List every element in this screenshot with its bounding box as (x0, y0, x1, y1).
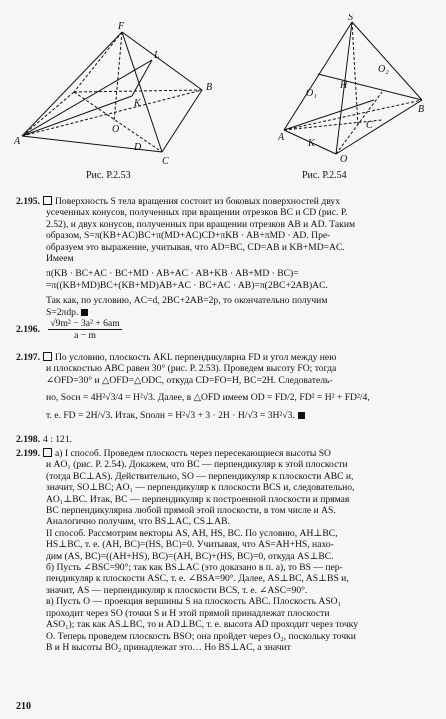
text-line: По условию, плоскость AKL перпендикулярна FD и угол между нею (55, 352, 337, 363)
problem-number: 2.196. (16, 324, 40, 336)
figure-caption-2: Рис. Р.2.54 (302, 170, 347, 181)
label-B2: B (418, 104, 425, 115)
text-line: Аналогично получим, что BS⊥AC, CS⊥AB. (46, 516, 230, 528)
text-line: б) Пусть ∠BSC=90°; так как BS⊥AC (это доказано в п. а), то BS — пер- (46, 562, 343, 574)
pyramid-diagram-1 (14, 18, 226, 166)
problem-number: 2.198. (16, 434, 40, 445)
problem-2-199 (16, 448, 428, 653)
text-line: ∠OFD=30° и △OFD=△ODC, откуда CD=FO=H, BC=2H. Следователь- (46, 374, 333, 386)
text-line: BC перпендикулярна любой прямой этой плоскости, в том числе и AS. (46, 505, 336, 517)
text-line: усеченных конусов, полученных при вращении отрезков BC и CD (рис. Р. (46, 207, 348, 219)
label-F: F (118, 21, 125, 32)
text-line: O. Теперь проведем плоскость BSO; она пройдет через O₂, поскольку точки (46, 630, 356, 642)
formula-line: π(KB · BC+AC · BC+MD · AB+AC · AB+KB · AB+MD · BC)= (46, 268, 299, 280)
text-line: Имеем (46, 253, 74, 265)
text-line: образуем это выражение, учитывая, что AD=BC, CD=AB и KB+MD=AC. (46, 241, 345, 253)
answer-text: 4 : 121. (43, 434, 73, 445)
label-A: A (14, 136, 21, 147)
text-line: пендикуляр к плоскости ASC, т. е. ∠BSA=90°. Далее, AS⊥BC, AS⊥BS и, (46, 573, 349, 585)
solution-start-icon (43, 352, 52, 361)
text-line: Так как, по условию, AC=d, 2BC+2AB=2p, то окончательно получим (46, 295, 328, 307)
formula-line: но, Sосн = 4H²√3/4 = H²√3. Далее, в △OFD имеем OD = FD/2, FD² = H² + FD²/4, (46, 392, 370, 404)
problem-2-197 (16, 352, 428, 421)
label-O: O (340, 154, 348, 164)
problem-number: 2.199. (16, 448, 40, 459)
text-line: проходит через SO (точки S и H этой прямой принадлежат плоскости (46, 607, 330, 619)
text-line: и AO₁ (рис. Р. 2.54). Докажем, что BC — перпендикуляр к этой плоскости (46, 459, 348, 471)
label-O: O (112, 124, 120, 135)
problem-2-196 (16, 318, 428, 342)
text-line: AO₁⊥BC. Итак, BC — перпендикуляр к построенной плоскости и прямая (46, 493, 350, 505)
formula-line: т. е. FD = 2H/√3. Итак, Sполн = H²√3 + 3 · 2H · H/√3 = 3H²√3. (46, 409, 295, 421)
text-line: значит, AS — перпендикуляр к плоскости BCS, т. е. ∠ASC=90°. (46, 584, 308, 596)
qed-icon (298, 412, 305, 419)
figure-p254 (278, 14, 428, 164)
fraction-numerator: √9m² − 3a² + 6am (50, 318, 120, 329)
solution-start-icon (43, 448, 52, 457)
text-line: B и H высоты BO₂ принадлежат это… Но BS⊥AC, а значит (46, 641, 291, 653)
pyramid-diagram-2 (278, 14, 428, 164)
label-S: S (348, 14, 353, 23)
label-K2: K (308, 138, 315, 149)
problem-number: 2.197. (16, 352, 40, 363)
label-K: K (134, 98, 141, 109)
label-A2: A (278, 132, 285, 143)
text-line: образом, S=π(KB+AC)BC+π(MD+AC)CD+πKB · AB+πMD · AD. Пре- (46, 230, 331, 242)
text-line: HS⊥BC, т. е. (AH, BC)=(HS, BC)=0. Учитывая, что AS=AH+HS, нахо- (46, 539, 334, 551)
text-line: Поверхность S тела вращения состоит из боковых поверхностей двух (55, 196, 341, 207)
text-line: а) I способ. Проведем плоскость через пересекающиеся высоты SO (55, 448, 331, 459)
text-line: значит, SO⊥BC; AO₁ — перпендикуляр к плоскости BCS и, следовательно, (46, 482, 355, 494)
label-O1: O₁ (306, 88, 317, 99)
text-line: 2.52), и двух конусов, полученных при вращении отрезков AB и AD. Таким (46, 218, 356, 230)
problem-2-195 (16, 196, 428, 318)
text-line: в) Пусть O — проекция вершины S на плоскость ABC. Плоскость ASO₁ (46, 596, 341, 608)
text-line: II способ. Рассмотрим векторы AS, AH, HS, BC. По условию, AH⊥BC, (46, 527, 338, 539)
label-O2: O₂ (378, 64, 389, 75)
solution-start-icon (43, 196, 52, 205)
figure-caption-1: Рис. Р.2.53 (86, 170, 131, 181)
qed-icon (81, 309, 88, 316)
text-line: ASO₁); так как AS⊥BC, то и AD⊥BC, т. е. высота AD проходит через точку (46, 619, 359, 631)
figure-p253 (14, 18, 226, 166)
text-line: (тогда BC⊥AS). Действительно, SO — перпендикуляр к плоскости ABC и, (46, 470, 354, 482)
text-line: и плоскостью ABC равен 30° (рис. Р. 2.53). Проведем высоту FO; тогда (46, 363, 337, 375)
answer-fraction (48, 318, 121, 342)
label-B: B (206, 82, 213, 93)
page-number: 210 (16, 701, 31, 712)
text-line: дим (AS, BC)=((AH+HS), BC)=(AH, BC)+(HS, BC)=0, откуда AS⊥BC. (46, 550, 334, 562)
problem-number: 2.195. (16, 196, 40, 207)
label-C: C (162, 156, 169, 166)
problem-2-198 (16, 434, 428, 445)
fraction-denominator: a − m (74, 330, 96, 342)
label-D: D (134, 142, 142, 153)
text-line: S=2πdp. (46, 306, 79, 318)
formula-line: =π((KB+MD)BC+(KB+MD)AB+AC · BC+AC · AB)=π(2BC+2AB)AC. (46, 279, 328, 291)
label-C2: C (366, 120, 373, 131)
label-H: H (340, 80, 348, 91)
label-L: L (154, 50, 160, 61)
